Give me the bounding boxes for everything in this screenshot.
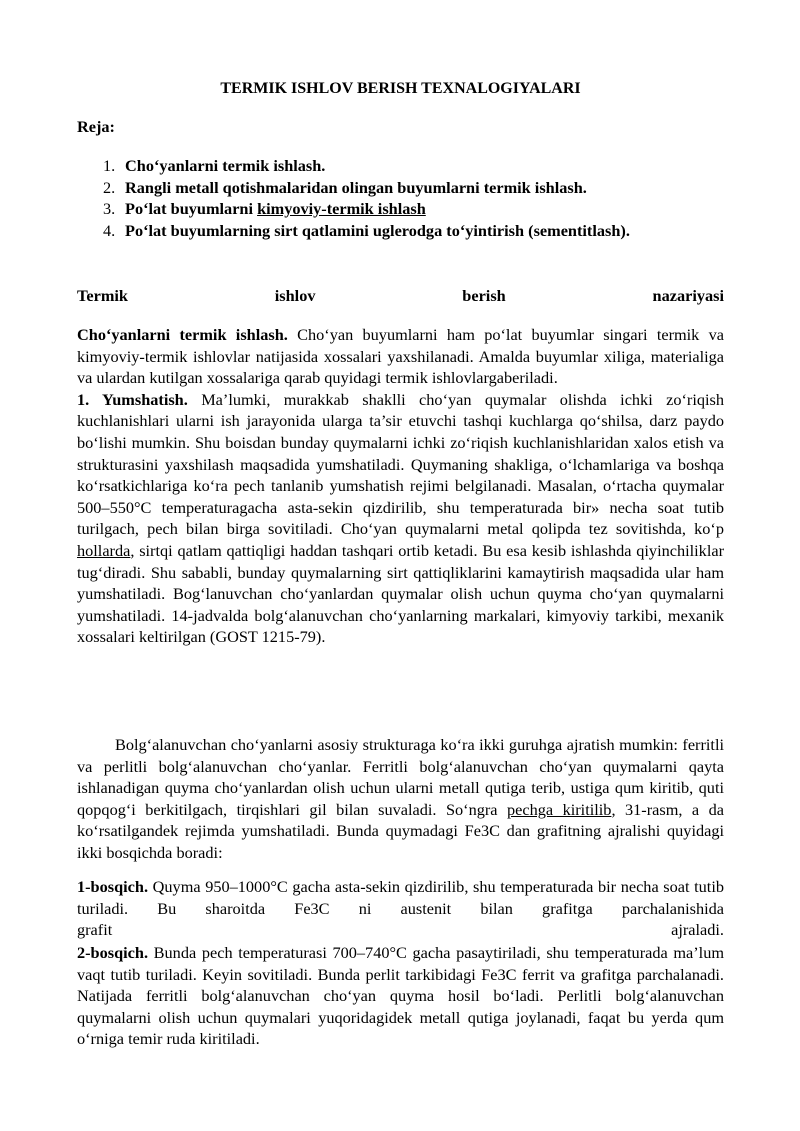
paragraph-lead: 1. Yumshatish. (77, 389, 188, 409)
inline-link[interactable]: pechga kiritilib (507, 799, 612, 819)
paragraph-body: Cho‘yan buyumlarni ham po‘lat buyumlar singari termik va kimyoviy-termik ishlovlar natijasida xossalari yaxshilanadi. Amalda buyumlar xiliga, materialiga va ulardan kutilgan xossalariga qarab quyidagi termik ishlovlargaberiladi. (77, 325, 724, 388)
paragraph-body: , 31-rasm, a da ko‘rsatilgandek rejimda yumshatiladi. Bunda quymadagi Fe3C dan grafitning ajralishi quyidagi ikki bosqichda boradi: (77, 799, 725, 862)
paragraph-lead: 1-bosqich. (77, 877, 149, 896)
heading-word: ishlov (274, 286, 316, 305)
paragraph-intro (77, 324, 724, 648)
plan-label: Reja: (77, 117, 115, 136)
paragraph-word: grafit (77, 920, 113, 940)
paragraph-word: ajraladi. (671, 920, 724, 940)
paragraph-body: Quyma 950–1000°C gacha asta-sekin qizdirilib, shu temperaturada bir necha soat tutib turiladi. Bu sharoitda Fe3C ni austenit bilan grafitga parchalanishida (77, 877, 724, 918)
document-title: TERMIK ISHLOV BERISH TEXNALOGIYALARI (220, 80, 581, 97)
plan-item (77, 155, 724, 177)
plan-item-text: Rangli metall qotishmalaridan olingan buyumlarni termik ishlash. (125, 177, 587, 197)
plan-item (77, 198, 724, 220)
inline-link[interactable]: hollarda (77, 540, 131, 560)
paragraph-malleable (77, 734, 724, 864)
plan-item-text-part: Po‘lat buyumlarni (125, 199, 258, 219)
paragraph-body: Bolg‘alanuvchan cho‘yanlarni asosiy strukturaga ko‘ra ikki guruhga ajratish mumkin: ferritli va perlitli bolg‘alanuvchan cho‘yanlar. Ferritli bolg‘alanuvchan cho‘yan quymalarni qayta ishlanadigan quyma cho‘yanlardan olish uchun ularni metall qutiga terib, ustiga qum kiritib, quti qopqog‘i berkitilgach, tirqishlari gil bilan suvaladi. So‘ngra (77, 735, 724, 819)
plan-item (77, 220, 724, 242)
plan-item-number: 4. (103, 220, 116, 240)
plan-item-number: 1. (103, 156, 116, 175)
plan-item-number: 2. (103, 177, 116, 197)
paragraph-body: Bunda pech temperaturasi 700–740°C gacha pasaytiriladi, shu temperaturada ma’lum vaqt tutib turiladi. Keyin sovitiladi. Bunda perlit tarkibidagi Fe3C ferrit va grafitga parchalanadi. Natijada ferritli bolg‘alanuvchan cho‘yan quyma hosil bo‘ladi. Perlitli bolg‘alanuvchan quymalarni olish uchun quymalari yuqoridagidek metall qutiga joylanadi, faqat bu yerda qum o‘rniga temir ruda kiritiladi. (77, 943, 724, 1049)
plan-item-text (125, 198, 426, 220)
plan-list (77, 155, 724, 241)
plan-item-number: 3. (103, 199, 116, 219)
heading-word: nazariyasi (652, 286, 724, 305)
paragraph-stage-1 (77, 876, 724, 941)
paragraph-stage-2 (77, 942, 724, 1050)
paragraph-lead: 2-bosqich. (77, 943, 149, 962)
paragraph-lead: Cho‘yanlarni termik ishlash. (77, 325, 288, 344)
heading-word: Termik (77, 286, 128, 305)
plan-item (77, 177, 724, 199)
paragraph-body: , sirtqi qatlam qattiqligi haddan tashqari ortib ketadi. Bu esa kesib ishlashda qiyinchiliklar tug‘diradi. Shu sababli, bunday quymalarning sirt qattiqliklarini kamaytirish maqsadida ular ham yumshatiladi. Bog‘lanuvchan cho‘yanlardan quymalar olish uchun quyma cho‘yan quymalarni yumshatiladi. 14-jadvalda bolg‘alanuvchan cho‘yanlarning markalari, kimyoviy tarkibi, mexanik xossalari keltirilgan (GOST 1215-79). (77, 540, 724, 647)
heading-word: berish (462, 286, 506, 305)
paragraph-body: Ma’lumki, murakkab shaklli cho‘yan quymalar olishda ichki zo‘riqish kuchlanishlari ularni ish jarayonida ularga ta’sir etuvchi tashqi kuchlarga qo‘shilsa, darz paydo bo‘lishi mumkin. Shu boisdan bunday quymalarni ichki zo‘riqish kuchlanishlaridan xalos etish va strukturasini yaxshilash maqsadida yumshatiladi. Quymaning shakliga, o‘lchamlariga va boshqa ko‘rsatkichlariga ko‘ra pech tanlanib yumshatish rejimi belgilanadi. Masalan, o‘rtacha quymalar 500–550°C temperaturagacha asta-sekin qizdirilib, shu temperaturada bir» necha soat tutib turilgach, pech bilan birga sovitiladi. Cho‘yan quymalarni metal qolipda tez sovitishda, ko‘p (77, 389, 724, 539)
plan-item-link[interactable]: kimyoviy-termik ishlash (257, 199, 426, 219)
plan-item-text: Cho‘yanlarni termik ishlash. (125, 156, 326, 175)
plan-item-text: Po‘lat buyumlarning sirt qatlamini uglerodga to‘yintirish (sementitlash). (125, 220, 630, 240)
section-heading (77, 285, 724, 307)
